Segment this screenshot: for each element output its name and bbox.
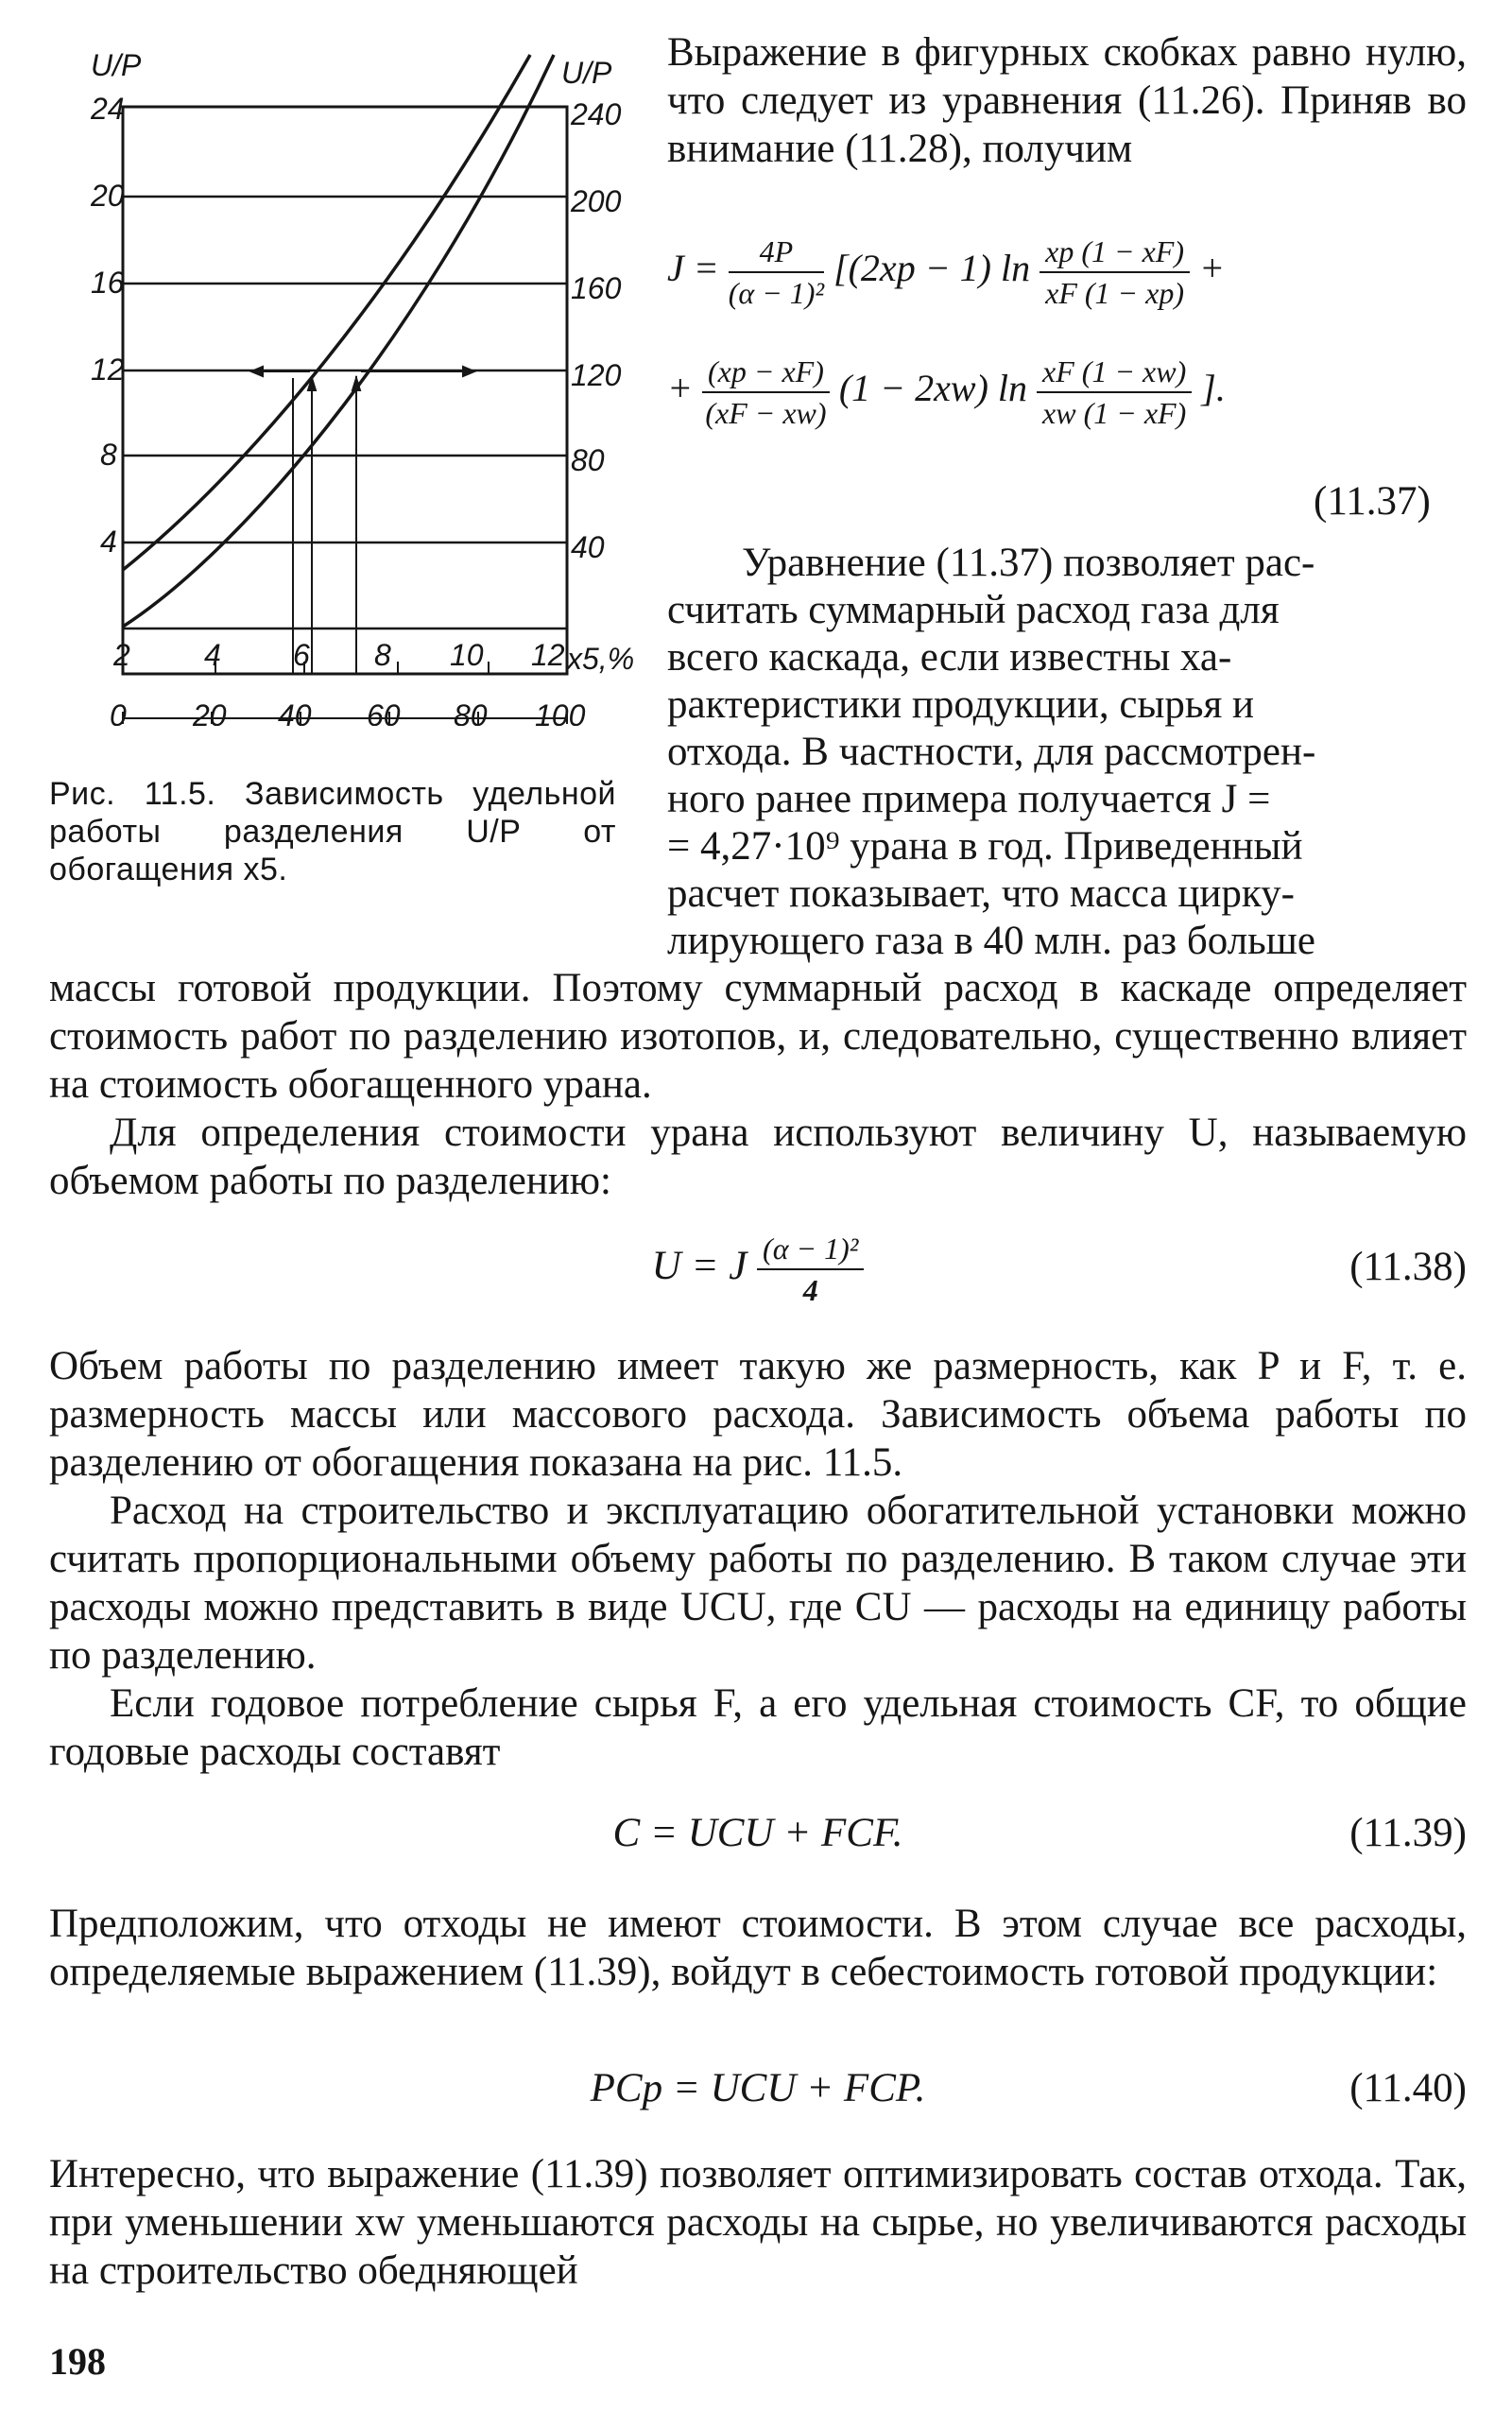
x-tick-label: 8 — [374, 638, 391, 672]
percent-tick-label: 20 — [193, 698, 227, 726]
formula-plus: + — [1198, 247, 1225, 290]
formula-11-37-line1 — [667, 232, 1467, 313]
page-number: 198 — [49, 2340, 106, 2383]
curve-upper — [123, 55, 530, 570]
equation-num: (α − 1)² — [757, 1229, 864, 1270]
formula-frac2 — [702, 352, 830, 433]
percent-tick-label: 60 — [367, 698, 401, 726]
paragraph: Объем работы по разделению имеет такую же размерность, как P и F, т. е. размерность массы или массового расхода. Зависимость объема работы по разделению от обогащения показана на рис. 11.5. — [49, 1344, 1467, 1485]
full-width-text-2 — [49, 1342, 1467, 1776]
formula-ln1-num: xp (1 − xF) — [1040, 232, 1190, 273]
formula-ln2-den: xw (1 − xF) — [1042, 396, 1187, 430]
x-axis-label: x5,% — [567, 642, 635, 676]
left-tick-label: 20 — [91, 179, 125, 213]
equation-number: (11.40) — [1349, 2066, 1467, 2110]
x-ticks — [215, 662, 489, 674]
formula-coef-den: (α − 1)² — [728, 276, 825, 310]
right-tick-label: 120 — [571, 358, 622, 392]
equation-11-38 — [49, 1229, 1467, 1314]
equation-body — [49, 1229, 1467, 1310]
equation-11-39 — [49, 1810, 1467, 1867]
formula-coef — [729, 232, 824, 313]
formula-ln2 — [1037, 352, 1192, 433]
paragraph: Предположим, что отходы не имеют стоимости. В этом случае все расходы, определяемые выражением (11.39), войдут в себестоимость готовой продукции: — [49, 1902, 1467, 1994]
text-line: расчет показывает, что масса цирку- — [667, 871, 1296, 916]
formula-close: ]. — [1201, 367, 1226, 410]
formula-plus: + — [667, 367, 693, 410]
formula-11-37-line2 — [667, 352, 1467, 433]
right-axis-title: U/P — [561, 56, 612, 90]
text-line: Уравнение (11.37) позволяет рас- — [742, 541, 1315, 585]
text-line: = 4,27·10⁹ урана в год. Приведенный — [667, 824, 1303, 869]
left-tick-label: 8 — [100, 438, 117, 472]
formula-ln2-num: xF (1 − xw) — [1037, 352, 1192, 393]
paragraph: Интересно, что выражение (11.39) позволяет оптимизировать состав отхода. Так, при уменьшении xw уменьшаются расходы на сырье, но увеличиваются расходы на строительство обедняющей — [49, 2152, 1467, 2293]
text-line: ного ранее примера получается J = — [667, 777, 1271, 821]
right-tick-label: 240 — [571, 97, 622, 131]
text-line: рактеристики продукции, сырья и — [667, 682, 1255, 727]
formula-term2: (1 − 2xw) ln — [838, 367, 1028, 410]
equation-11-40 — [49, 2065, 1467, 2122]
figure-caption: Рис. 11.5. Зависимость удельной работы разделения U/P от обогащения x5. — [49, 776, 616, 887]
percent-tick-label: 100 — [535, 698, 586, 726]
paragraph: Для определения стоимости урана используют величину U, называемую объемом работы по разделению: — [49, 1111, 1467, 1203]
left-tick-label: 16 — [91, 266, 125, 300]
x-tick-label: 10 — [450, 638, 484, 672]
paragraph: Расход на строительство и эксплуатацию обогатительной установки можно считать пропорциональными объему работы по разделению. В таком случае эти расходы можно представить в виде UCU, где CU — расходы на единицу работы по разделению. — [49, 1489, 1467, 1678]
right-tick-label: 160 — [571, 271, 622, 305]
x-tick-label: 2 — [113, 638, 130, 672]
left-tick-label: 24 — [91, 92, 125, 126]
formula-frac2-den: (xF − xw) — [705, 396, 827, 430]
equation-number: (11.37) — [1314, 479, 1431, 524]
right-column — [667, 28, 1467, 173]
paragraph: Выражение в фигурных скобках равно нулю, что следует из уравнения (11.26). Приняв во внимание (11.28), получим — [667, 30, 1467, 171]
equation-lhs: U = J — [651, 1243, 747, 1288]
formula-ln1 — [1040, 232, 1190, 313]
formula-ln1-den: xF (1 − xp) — [1045, 276, 1184, 310]
formula-lhs: J = — [667, 247, 719, 290]
equation-number: (11.39) — [1349, 1811, 1467, 1855]
graph — [91, 45, 658, 726]
x-tick-label: 6 — [293, 638, 310, 672]
paragraph: Если годовое потребление сырья F, а его удельная стоимость CF, то общие годовые расходы составят — [49, 1681, 1467, 1774]
full-width-text-3 — [49, 1900, 1467, 1996]
text-line: отхода. В частности, для рассмотрен- — [667, 730, 1316, 774]
left-tick-label: 12 — [91, 353, 125, 387]
text-line: лирующего газа в 40 млн. раз больше — [667, 919, 1315, 963]
percent-tick-label: 40 — [278, 698, 312, 726]
equation-frac — [757, 1229, 864, 1310]
equation-body: PCp = UCU + FCP. — [590, 2066, 926, 2110]
figure-11-5 — [91, 45, 658, 726]
left-axis-title: U/P — [91, 48, 142, 82]
curve-lower — [123, 55, 554, 627]
plot-frame — [123, 107, 567, 674]
formula-coef-num: 4P — [729, 232, 824, 273]
right-tick-label: 80 — [571, 443, 605, 477]
equation-body: C = UCU + FCF. — [612, 1811, 903, 1855]
percent-tick-label: 0 — [110, 698, 127, 726]
right-tick-label: 40 — [571, 530, 605, 564]
equation-number: (11.38) — [1349, 1245, 1467, 1289]
formula-term1: [(2xp − 1) ln — [833, 247, 1031, 290]
x-tick-label: 4 — [204, 638, 221, 672]
left-tick-label: 4 — [100, 525, 117, 559]
text-line: считать суммарный расход газа для — [667, 588, 1280, 632]
percent-tick-label: 80 — [454, 698, 488, 726]
x-tick-label: 12 — [531, 638, 565, 672]
paragraph: массы готовой продукции. Поэтому суммарный расход в каскаде определяет стоимость работ по разделению изотопов, и, следовательно, существенно влияет на стоимость обогащенного урана. — [49, 966, 1467, 1107]
formula-frac2-num: (xp − xF) — [702, 352, 830, 393]
equation-den: 4 — [802, 1273, 818, 1307]
full-width-text-1 — [49, 964, 1467, 1205]
full-width-text-4 — [49, 2150, 1467, 2295]
right-tick-label: 200 — [571, 184, 622, 218]
gridlines — [123, 197, 567, 629]
text-line: всего каскада, если известны ха- — [667, 635, 1232, 680]
